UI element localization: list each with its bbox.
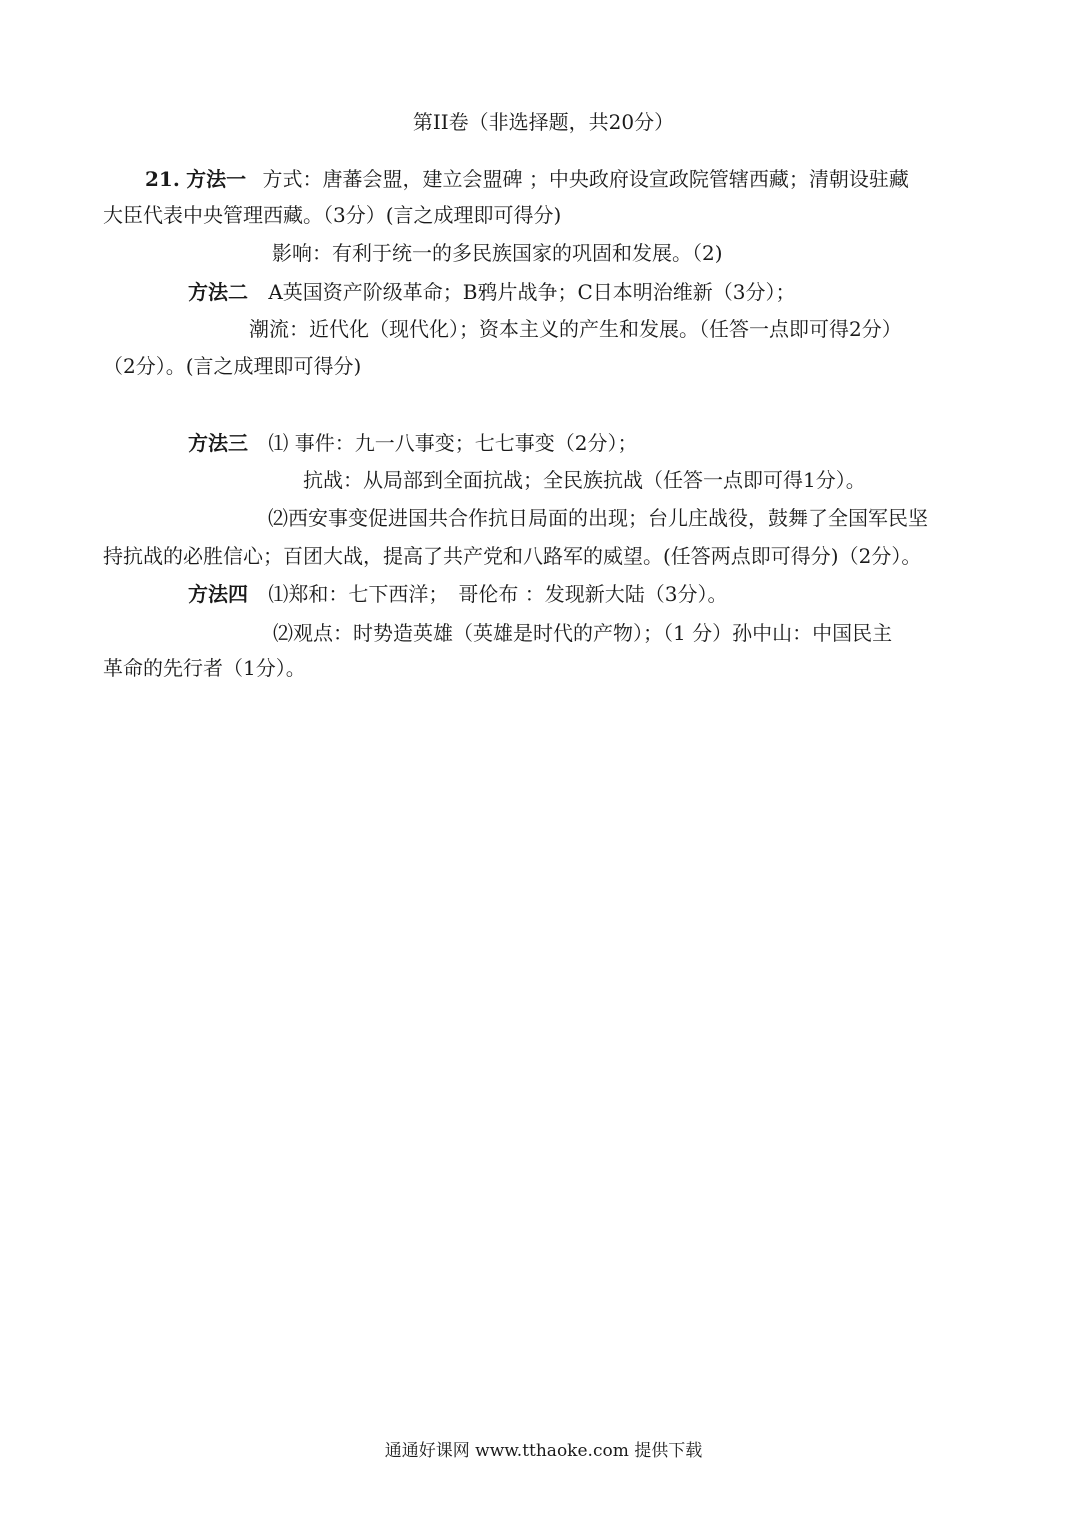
- method-four-text-1: ⑴郑和：七下西洋； 哥伦布 ：发现新大陆（3分）。: [268, 582, 728, 606]
- method-one-text-3: 影响：有利于统一的多民族国家的巩固和发展。（2): [272, 241, 723, 265]
- method-one-line-1: [145, 167, 909, 191]
- footer-source: 通通好课网 www.tthaoke.com 提供下载: [384, 1441, 703, 1461]
- method-one-text-1: 方式：唐蕃会盟，建立会盟碑 ；中央政府设宣政院管辖西藏；清朝设驻藏: [262, 167, 909, 191]
- method-three-text-2: 抗战：从局部到全面抗战；全民族抗战（任答一点即可得1分）。: [303, 468, 866, 492]
- question-number: 21.: [145, 167, 180, 191]
- method-four-heading: 方法四: [188, 582, 248, 606]
- method-four-text-3: 革命的先行者（1分）。: [103, 656, 306, 680]
- method-three-text-1: ⑴ 事件：九一八事变；七七事变（2分）；: [268, 431, 638, 455]
- method-one-heading: 方法一: [186, 167, 247, 191]
- method-three-text-4: 持抗战的必胜信心；百团大战，提高了共产党和八路军的威望。(任答两点即可得分)（2分）。: [103, 544, 922, 568]
- method-two-line-1: [188, 280, 796, 304]
- method-two-text-3: （2分）。(言之成理即可得分): [103, 354, 362, 378]
- method-four-text-2: ⑵观点：时势造英雄（英雄是时代的产物）；（1 分）孙中山：中国民主: [273, 621, 893, 645]
- method-two-heading: 方法二: [188, 280, 248, 304]
- method-two-text-2: 潮流：近代化（现代化）；资本主义的产生和发展。（任答一点即可得2分）: [249, 317, 902, 341]
- method-one-text-2: 大臣代表中央管理西藏。（3分）(言之成理即可得分): [103, 203, 562, 227]
- method-three-line-1: [188, 431, 637, 455]
- method-two-text-1: A英国资产阶级革命；B鸦片战争；C日本明治维新（3分）；: [268, 280, 796, 304]
- method-three-heading: 方法三: [188, 431, 248, 455]
- section-title: 第II卷（非选择题，共20分）: [412, 110, 675, 134]
- method-three-text-3: ⑵西安事变促进国共合作抗日局面的出现；台儿庄战役，鼓舞了全国军民坚: [268, 506, 928, 530]
- method-four-line-1: [188, 582, 727, 606]
